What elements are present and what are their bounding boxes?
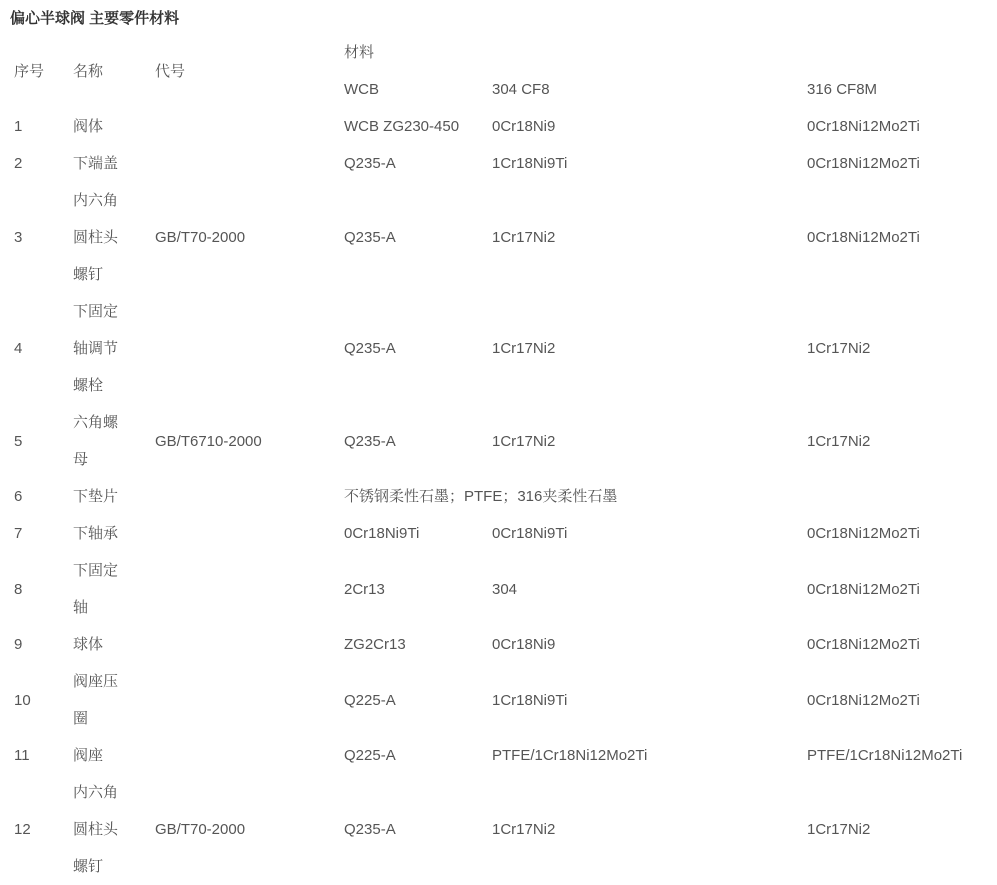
header-row-top [14, 34, 997, 71]
cell-code: GB/T70-2000 [155, 821, 246, 838]
cell-wcb: Q225-A [344, 747, 396, 764]
cell-no: 12 [14, 821, 31, 838]
table-row [14, 515, 997, 552]
cell-304: 1Cr17Ni2 [492, 340, 556, 357]
part-name: 内六角圆柱头螺钉 [73, 784, 119, 875]
cell-code [155, 737, 344, 774]
cell-no: 4 [14, 340, 23, 357]
cell-304: 0Cr18Ni9Ti [492, 525, 568, 542]
cell-wcb: Q235-A [344, 821, 396, 838]
parts-material-table [14, 34, 997, 885]
cell-304: 1Cr18Ni9Ti [492, 155, 568, 172]
cell-name [73, 552, 155, 626]
table-row [14, 626, 997, 663]
cell-wcb: Q235-A [344, 432, 396, 450]
table-header [14, 34, 997, 108]
header-no: 序号 [14, 62, 45, 80]
cell-no: 2 [14, 155, 23, 172]
cell-304: 0Cr18Ni9 [492, 636, 556, 653]
header-316: 316 CF8M [807, 81, 878, 98]
cell-name [73, 145, 155, 182]
part-name: 下轴承 [73, 525, 119, 542]
table-row [14, 404, 997, 478]
cell-code: GB/T6710-2000 [155, 432, 262, 450]
cell-name [73, 182, 155, 293]
part-name: 下端盖 [73, 155, 119, 172]
table-row [14, 182, 997, 293]
cell-no: 7 [14, 525, 23, 542]
cell-no: 6 [14, 488, 23, 505]
cell-code [155, 552, 344, 626]
cell-name [73, 108, 155, 145]
cell-name [73, 774, 155, 885]
cell-316: PTFE/1Cr18Ni12Mo2Ti [807, 747, 963, 764]
cell-316: 1Cr17Ni2 [807, 340, 871, 357]
cell-code [155, 108, 344, 145]
cell-wcb: ZG2Cr13 [344, 636, 406, 653]
cell-no: 9 [14, 636, 23, 653]
table-row [14, 145, 997, 182]
cell-wcb: 0Cr18Ni9Ti [344, 525, 420, 542]
cell-code [155, 293, 344, 404]
cell-wcb: Q235-A [344, 340, 396, 357]
cell-304: PTFE/1Cr18Ni12Mo2Ti [492, 747, 648, 764]
cell-material-span: 不锈钢柔性石墨；PTFE；316夹柔性石墨 [344, 488, 618, 505]
cell-304: 1Cr18Ni9Ti [492, 691, 568, 709]
cell-304: 1Cr17Ni2 [492, 432, 556, 450]
cell-304: 304 [492, 580, 518, 598]
cell-wcb: Q225-A [344, 691, 396, 709]
cell-316: 0Cr18Ni12Mo2Ti [807, 229, 920, 246]
part-name: 六角螺母 [73, 414, 119, 468]
cell-316: 1Cr17Ni2 [807, 821, 871, 838]
cell-wcb: WCB ZG230-450 [344, 118, 460, 135]
header-name: 名称 [73, 62, 104, 80]
header-material-group: 材料 [344, 44, 375, 61]
cell-304: 1Cr17Ni2 [492, 229, 556, 246]
cell-name [73, 478, 155, 515]
part-name: 下固定轴 [73, 562, 119, 616]
table-row [14, 663, 997, 737]
part-name: 阀体 [73, 118, 104, 135]
cell-code [155, 663, 344, 737]
header-code: 代号 [155, 62, 186, 80]
cell-code [155, 145, 344, 182]
cell-wcb: Q235-A [344, 155, 396, 172]
table-row [14, 293, 997, 404]
cell-316: 1Cr17Ni2 [807, 432, 871, 450]
part-name: 阀座压圈 [73, 673, 119, 727]
cell-name [73, 515, 155, 552]
cell-no: 3 [14, 229, 23, 246]
table-row [14, 774, 997, 885]
cell-name [73, 737, 155, 774]
part-name: 内六角圆柱头螺钉 [73, 192, 119, 283]
table-row [14, 552, 997, 626]
header-304: 304 CF8 [492, 81, 550, 98]
part-name: 球体 [73, 636, 104, 653]
cell-no: 5 [14, 432, 23, 450]
cell-316: 0Cr18Ni12Mo2Ti [807, 691, 920, 709]
cell-304: 0Cr18Ni9 [492, 118, 556, 135]
cell-no: 11 [14, 747, 30, 764]
cell-wcb: 2Cr13 [344, 580, 385, 598]
cell-wcb: Q235-A [344, 229, 396, 246]
cell-no: 8 [14, 580, 23, 598]
cell-316: 0Cr18Ni12Mo2Ti [807, 636, 920, 653]
page-title: 偏心半球阀 主要零件材料 [10, 10, 180, 27]
cell-name [73, 626, 155, 663]
table-row [14, 737, 997, 774]
part-name: 下固定轴调节螺栓 [73, 303, 119, 394]
cell-name [73, 293, 155, 404]
cell-316: 0Cr18Ni12Mo2Ti [807, 525, 920, 542]
cell-316: 0Cr18Ni12Mo2Ti [807, 580, 920, 598]
cell-code [155, 515, 344, 552]
cell-316: 0Cr18Ni12Mo2Ti [807, 155, 920, 172]
cell-code [155, 478, 344, 515]
cell-name [73, 663, 155, 737]
part-name: 下垫片 [73, 488, 119, 505]
cell-code [155, 626, 344, 663]
cell-304: 1Cr17Ni2 [492, 821, 556, 838]
header-wcb: WCB [344, 81, 379, 98]
table-row [14, 108, 997, 145]
cell-316: 0Cr18Ni12Mo2Ti [807, 118, 920, 135]
table-row [14, 478, 997, 515]
cell-no: 10 [14, 691, 31, 709]
cell-name [73, 404, 155, 478]
cell-no: 1 [14, 118, 23, 135]
part-name: 阀座 [73, 747, 104, 764]
cell-code: GB/T70-2000 [155, 229, 246, 246]
